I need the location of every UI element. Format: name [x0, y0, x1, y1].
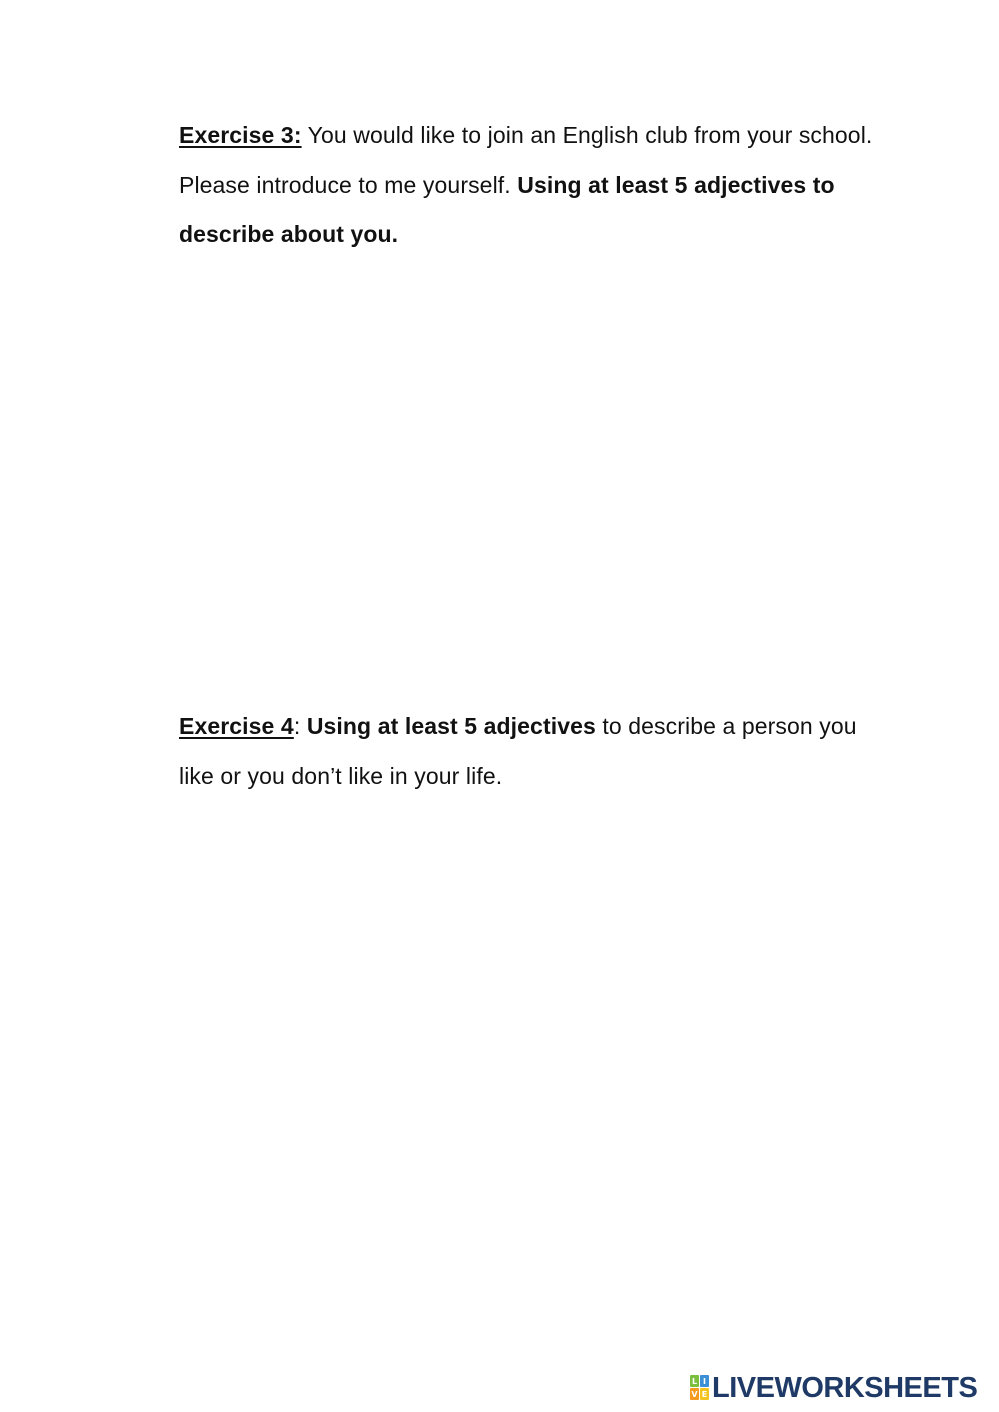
- exercise-3-title: Exercise 3:: [179, 122, 302, 148]
- exercise-4-answer-area[interactable]: [179, 815, 879, 1315]
- exercise-4-colon: :: [293, 713, 307, 739]
- exercise-4-text: to describe a person you like or you don’t like in your life.: [179, 713, 857, 789]
- exercise-3-prompt: [179, 111, 879, 260]
- exercise-3-bold-instruction: Using at least 5 adjectives to describe about you.: [179, 171, 835, 247]
- svg-text:I: I: [703, 1377, 706, 1386]
- exercise-3-answer-area[interactable]: [179, 270, 879, 670]
- svg-text:V: V: [691, 1390, 698, 1399]
- svg-text:L: L: [691, 1377, 698, 1386]
- exercise-3-text: You would like to join an English club from your school. Please introduce to me yourself.: [179, 122, 873, 198]
- liveworksheets-logo-icon: [690, 1375, 710, 1401]
- svg-text:E: E: [701, 1390, 708, 1399]
- exercise-4-title: Exercise 4: [179, 713, 294, 739]
- liveworksheets-logo-text: LIVEWORKSHEETS: [712, 1372, 978, 1404]
- exercise-4-bold-instruction: Using at least 5 adjectives: [306, 713, 596, 739]
- exercise-4-prompt: [179, 702, 879, 801]
- liveworksheets-logo: [690, 1372, 977, 1404]
